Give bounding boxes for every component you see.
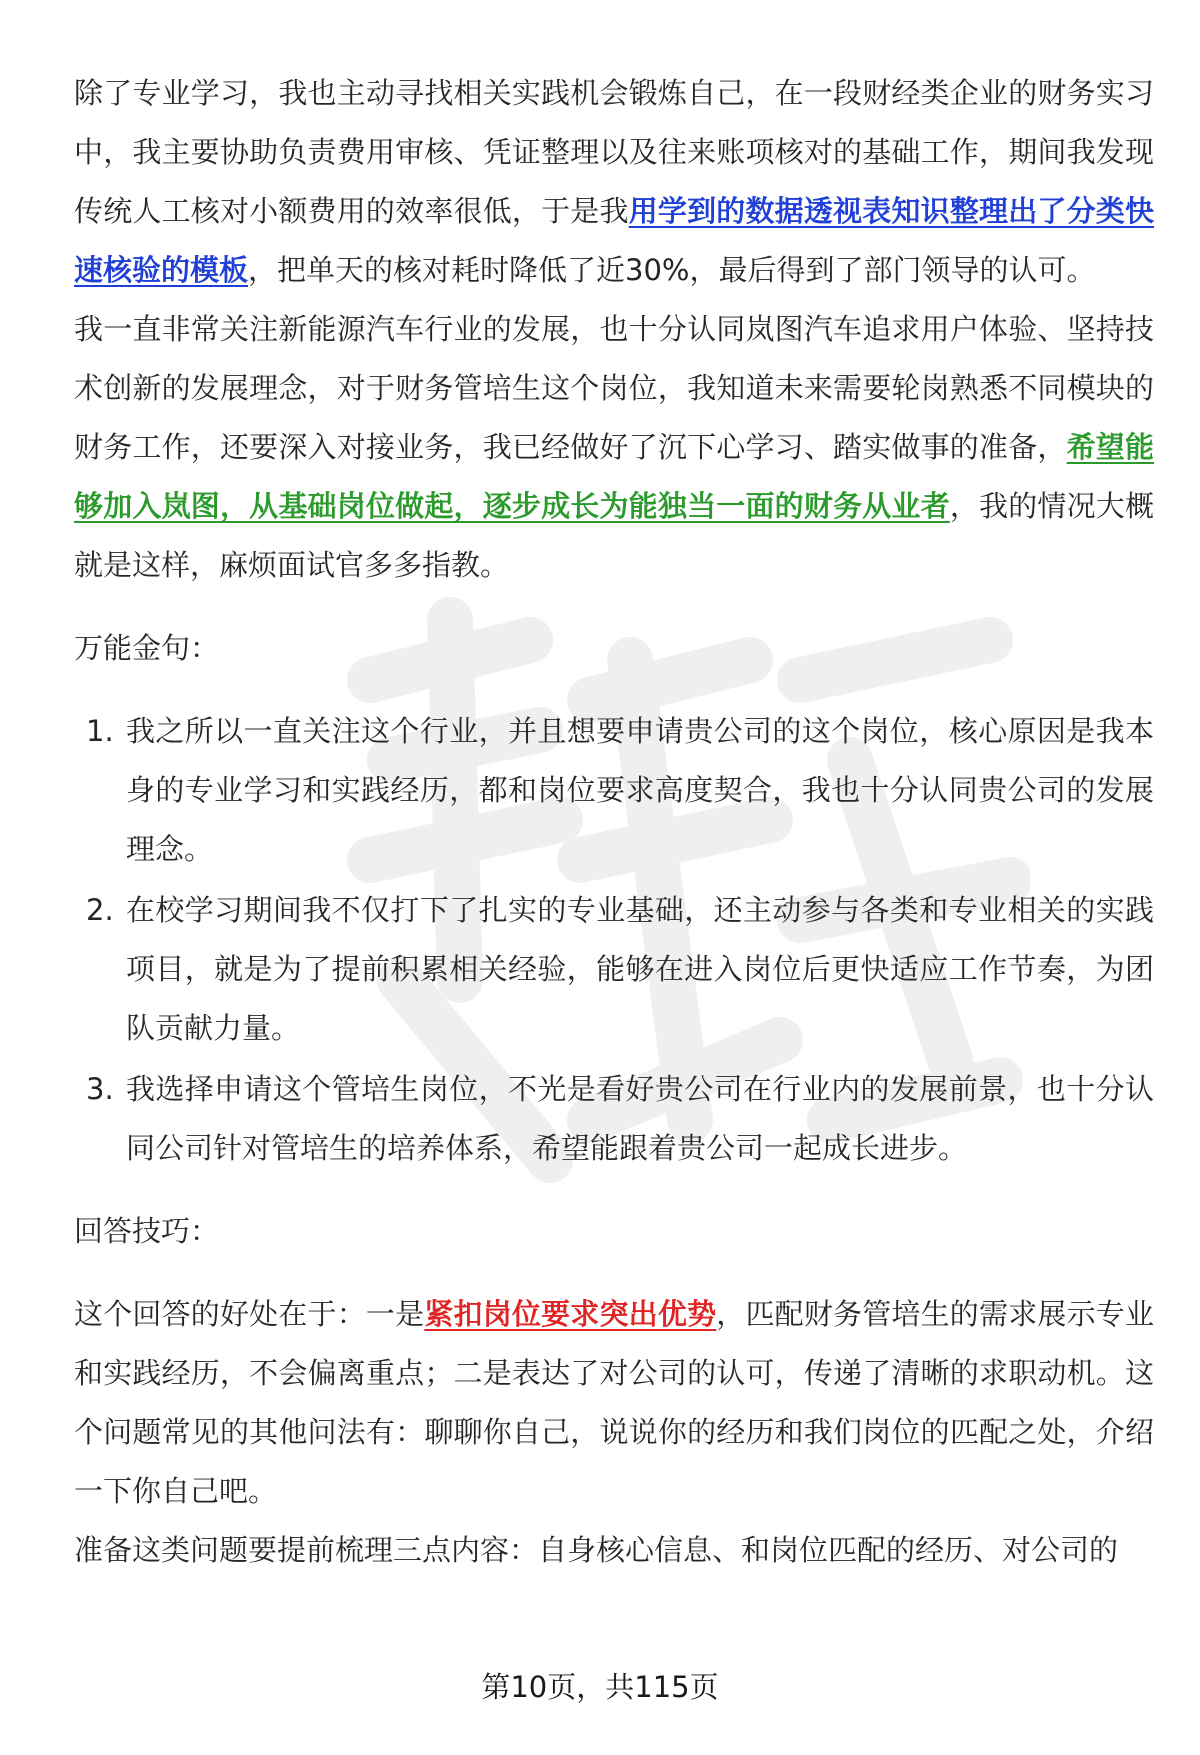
text-run: 这个回答的好处在于：一是 [74,1297,425,1331]
text-run: 我一直非常关注新能源汽车行业的发展，也十分认同岚图汽车追求用户体验、坚持技术创新的发展理念，对于财务管培生这个岗位，我知道未来需要轮岗熟悉不同模块的财务工作，还要深入对接业务，我已经做好了沉下心学习、踏实做事的准备， [74,312,1154,464]
text-run: ，我的情况大概就是这样，麻烦面试官多多指教。 [74,489,1154,582]
list-number: 3. [86,1072,114,1106]
document-page [74,64,1154,1580]
text-run: ，匹配财务管培生的需求展示专业和实践经历，不会偏离重点；二是表达了对公司的认可，传递了清晰的求职动机。这个问题常见的其他问法有：聊聊你自己，说说你的经历和我们岗位的匹配之处，介绍一下你自己吧。 [74,1297,1154,1508]
list-item [74,1060,1154,1178]
highlight-green: 希望能够加入岚图，从基础岗位做起，逐步成长为能独当一面的财务从业者 [74,430,1154,523]
section-heading-golden-sentences: 万能金句： [74,631,220,665]
list-item-text: 在校学习期间我不仅打下了扎实的专业基础，还主动参与各类和专业相关的实践项目，就是为了提前积累相关经验，能够在进入岗位后更快适应工作节奏，为团队贡献力量。 [126,893,1154,1045]
list-number: 2. [86,893,114,927]
page-number-footer: 第10页，共115页 [481,1670,719,1704]
text-run: ，把单天的核对耗时降低了近30%，最后得到了部门领导的认可。 [248,253,1096,287]
highlight-red: 紧扣岗位要求突出优势 [424,1297,717,1331]
list-number: 1. [86,714,114,748]
list-item-text: 我之所以一直关注这个行业，并且想要申请贵公司的这个岗位，核心原因是我本身的专业学习和实践经历，都和岗位要求高度契合，我也十分认同贵公司的发展理念。 [126,714,1154,866]
list-item [74,702,1154,879]
text-run: 准备这类问题要提前梳理三点内容：自身核心信息、和岗位匹配的经历、对公司的 [74,1533,1119,1567]
intro-paragraph-1 [74,64,1154,300]
highlight-blue: 用学到的数据透视表知识整理出了分类快速核验的模板 [74,194,1154,287]
list-item [74,881,1154,1058]
tips-paragraph-2 [74,1521,1154,1580]
list-item-text: 我选择申请这个管培生岗位，不光是看好贵公司在行业内的发展前景，也十分认同公司针对管培生的培养体系，希望能跟着贵公司一起成长进步。 [126,1072,1154,1165]
tips-paragraph-1 [74,1285,1154,1521]
text-run: 除了专业学习，我也主动寻找相关实践机会锻炼自己，在一段财经类企业的财务实习中，我主要协助负责费用审核、凭证整理以及往来账项核对的基础工作，期间我发现传统人工核对小额费用的效率很低，于是我 [74,76,1154,228]
section-heading-answer-tips: 回答技巧： [74,1214,220,1248]
intro-paragraph-2 [74,300,1154,595]
golden-sentences-list [74,702,1154,1178]
